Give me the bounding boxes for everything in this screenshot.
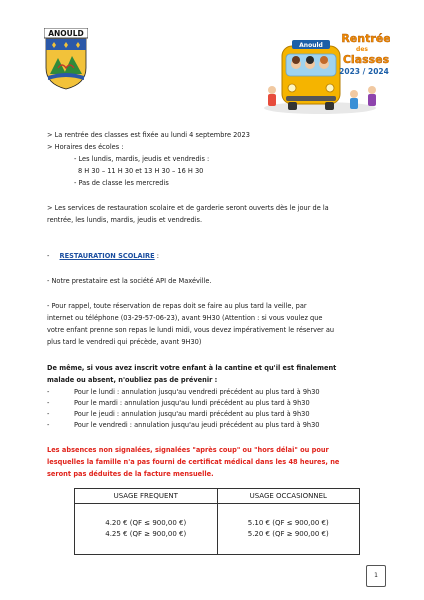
banner-title-line2: des [356,46,368,53]
annulation-item [47,399,310,407]
tarif-occasionnel-2: 5.20 € (QF ≥ 900,00 €) [247,530,329,538]
page-number: 1 [366,565,386,587]
banner-title-line1: Rentrée [341,32,390,45]
annulation-item [47,388,320,396]
annulation-lundi: Pour le lundi : annulation jusqu'au vendredi précédent au plus tard à 9h30 [74,388,320,396]
school-bus-illustration [262,24,390,122]
annulation-vendredi: Pour le vendredi : annulation jusqu'au jeudi précédent au plus tard à 9h30 [74,421,320,429]
item-dash: - [47,388,50,396]
absences-line3: seront pas déduites de la facture mensuelle. [47,470,214,478]
services-line1: > Les services de restauration scolaire et de garderie seront ouverts dès le jour de la [47,204,329,212]
rentree-banner [262,24,390,122]
restauration-heading [47,252,159,260]
crest-icon [44,28,88,90]
services-line2: rentrée, les lundis, mardis, jeudis et vendredis. [47,216,203,224]
header-usage-occasionnel: USAGE OCCASIONNEL [217,489,360,504]
tarif-frequent-1: 4.20 € (QF ≤ 900,00 €) [105,519,187,527]
tarif-frequent-2: 4.25 € (QF ≥ 900,00 €) [105,530,187,538]
annulation-intro-line2: malade ou absent, n'oubliez pas de prévenir : [47,376,218,384]
banner-years: 2023 / 2024 [339,67,389,76]
crest-label: ANOULD [48,29,84,38]
horaires-label: > Horaires des écoles : [47,143,124,151]
annulation-item [47,410,310,418]
heading-colon: : [154,252,159,260]
jours-ecole: - Les lundis, mardis, jeudis et vendredis : [74,155,210,163]
prestataire-text: - Notre prestataire est la société API de Maxéville. [47,277,212,285]
rappel-line4: plus tard le vendredi qui précède, avant 9H30) [47,338,202,346]
rappel-line2: internet ou téléphone (03-29-57-06-23), avant 9H30 (Attention : si vous voulez que [47,314,323,322]
cell-frequent [75,504,218,555]
absences-line2: lesquelles la famille n'a pas fourni de certificat médical dans les 48 heures, ne [47,458,340,466]
absences-line1: Les absences non signalées, signalées "après coup" ou "hors délai" ou pour [47,446,329,454]
annulation-mardi: Pour le mardi : annulation jusqu'au lundi précédent au plus tard à 9h30 [74,399,310,407]
heading-bullet: - [47,252,50,260]
item-dash: - [47,399,50,407]
mercredi-note: - Pas de classe les mercredis [74,179,169,187]
item-dash: - [47,421,50,429]
rentree-date: > La rentrée des classes est fixée au lundi 4 septembre 2023 [47,131,250,139]
restauration-title: RESTAURATION SCOLAIRE [59,252,155,260]
rappel-line1: - Pour rappel, toute réservation de repas doit se faire au plus tard la veille, par [47,302,307,310]
cell-occasionnel [217,504,360,555]
rappel-line3: votre enfant prenne son repas le lundi midi, vous devez impérativement le réserver au [47,326,335,334]
table-row [75,504,360,555]
bus-sign: Anould [299,42,323,49]
header-usage-frequent: USAGE FREQUENT [75,489,218,504]
anould-crest [44,28,88,90]
item-dash: - [47,410,50,418]
annulation-jeudi: Pour le jeudi : annulation jusqu'au mardi précédent au plus tard à 9h30 [74,410,310,418]
annulation-intro-line1: De même, si vous avez inscrit votre enfant à la cantine et qu'il est finalement [47,364,337,372]
horaires-ecole: 8 H 30 – 11 H 30 et 13 H 30 – 16 H 30 [78,167,204,175]
tarif-occasionnel-1: 5.10 € (QF ≤ 900,00 €) [247,519,329,527]
banner-title-line3: Classes [342,53,390,66]
tarifs-table [74,488,360,555]
table-header-row [75,489,360,504]
annulation-item [47,421,320,429]
